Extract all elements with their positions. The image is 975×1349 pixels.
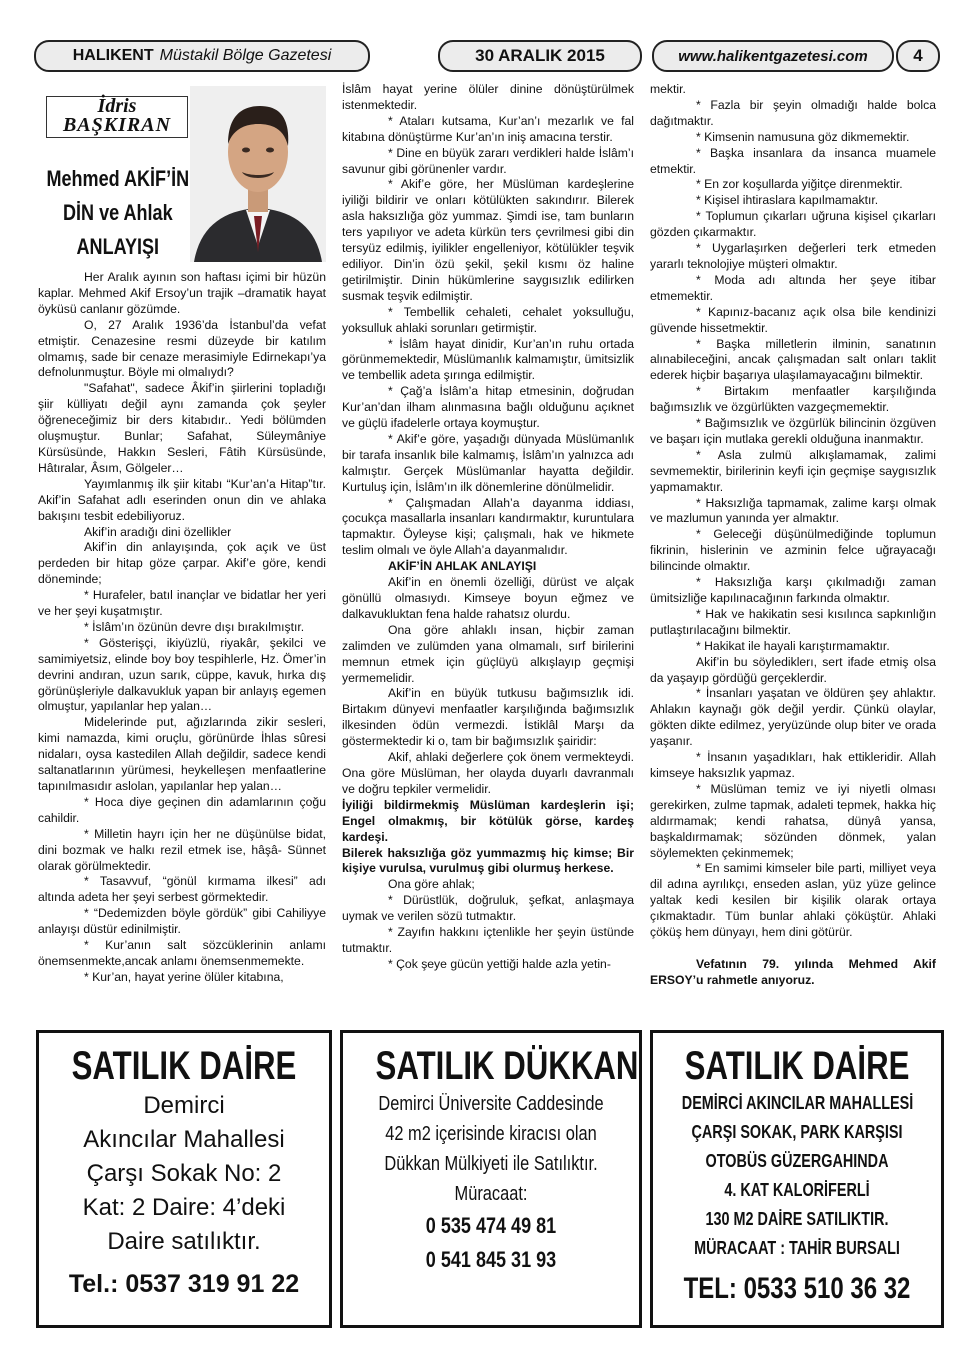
article-paragraph: * İslâm’ın özünün devre dışı bırakılmıştır. [84, 619, 305, 634]
ad-line: Daire satılıktır. [107, 1228, 261, 1255]
article-paragraph: Vefatının 79. yılında Mehmed Akif ERSOY’u rahmetle anıyoruz. [650, 956, 936, 987]
ad-line: ÇARŞI SOKAK, PARK KARŞISI [691, 1122, 903, 1142]
article-paragraph: Midelerinde put, ağızlarında zikir sesleri, kimi namazda, kimi oruçlu, görünürde İhlas sûresi nidaları, oysa kastedilen Allah değildir, sadece kendi saltanatlarının yürümesi, heykelleşen menfaatlerine tapınılmasıdır aslolan, yapılanlar hep yalan… [38, 715, 326, 793]
article-paragraph: mektir. [650, 82, 686, 96]
article-paragraph: * Akif’e göre, her Müslüman kardeşlerine iyiliği bildirir ve onları kötülükten sakındırır. Bilerek asla haksızlığa göz yummaz. Şimdi ise, tam bunların ters yapılıyor ve adeta kürkün ters çevrilmesi gibi din tersyüz edilmiş, iyilikler engelleniyor, kötülükler teşvik ediliyor. Din’in özü şekil, şekil kısmı öz haline getirilmiştir. Dinin hükümlerine saygısızlık edilirken susmak teşvik edilmiştir. [342, 177, 634, 303]
headline-line: Mehmed AKİF’İN [46, 166, 190, 191]
ad-phone: 0 535 474 49 81 [425, 1213, 557, 1238]
article-paragraph: * Moda adı altında her şeye itibar etmemektir. [650, 272, 936, 303]
article-column-1 [38, 82, 326, 986]
ad-title: SATILIK DÜKKAN [375, 1044, 639, 1088]
ad-shop-sale [340, 1030, 642, 1328]
article-paragraph: * Haksızlığa tapmamak, zalime karşı olmak ve mazlumun yanında yer almaktır. [650, 495, 936, 526]
ad-apartment-sale-1 [36, 1030, 332, 1328]
article-paragraph: * Haksızlığa karşı çıkılmadığı zaman ümitsizliğe kapılınacağının farkında olmaktır. [650, 575, 936, 605]
article-paragraph: * Hakikat ile hayali karıştırmamaktır. [696, 638, 890, 653]
article-paragraph: * Hoca diye geçinen din adamlarının çoğu cahildir. [38, 794, 326, 825]
article-paragraph: "Safahat", sadece Âkif’in şiirlerini topladığı şiir külliyatı değil aynı zamanda çok şeyler öğreneceğimiz bir ders kitabıdır.. Yedi bölümden oluşmuştur. Bunlar; Safahat, Süleymâniye Kürsüsünde, Hakkın Sesleri, Fâtih Kürsüsünde, Hâtıralar, Âsım, Gölgeler… [38, 381, 326, 475]
article-paragraph: * İslâm hayat dinidir, Kur’an’ın ruhu ortada görünmemektedir, Müslümanlık kalmamıştır, ümitsizlik ve tembellik adeta şırınga edilmiştir. [342, 336, 634, 383]
ad-line: Kat: 2 Daire: 4’deki [82, 1194, 286, 1221]
article-paragraph: Yayımlanmış ilk şiir kitabı “Kur’an’a Hitap”tır. Akif’in Safahat adlı eserinden onun din ve ahlaka bakışını tesbit edebiliyoruz. [38, 476, 326, 523]
article-paragraph: Bilerek haksızlığa göz yummazmış hiç kimse; Bir kişiye vurulsa, vurulmuş gibi olurmuş herkese. [342, 845, 634, 876]
article-paragraph: İslâm hayat yerine ölüler dinine dönüştürülmek istenmektedir. [342, 82, 634, 112]
author-first-name: İdris [97, 95, 137, 117]
article-paragraph: * Asla zulmü alkışlamamak, zalimi sevmemektir, birilerinin keyfi için geçmişe saygısızlık yapmamaktır. [650, 447, 936, 494]
article-paragraph: * Müslüman temiz ve iyi niyetli olması gerekirken, zulme tapmak, adaleti tepmek, hakka hiç aldırmamak; kendi rahatsa, dünyâ yansa, başkaldırmamak; sözünden dönmek, yalan söylemekten çekinmemek; [650, 781, 936, 860]
article-paragraph: * Kapınız-bacanız açık olsa bile kendinizi güvende hissetmektir. [650, 304, 936, 335]
paper-name-box [34, 40, 370, 72]
article-paragraph: Akif, ahlaki değerlere çok önem vermekteydi. Ona göre Müslüman, her olayda duyarlı davranmalı ve doğru tepkiler vermelidir. [342, 750, 634, 796]
article-paragraph: * Başka insanlara da insanca muamele etmektir. [650, 145, 936, 176]
article-paragraph: Akif’in aradığı dini özellikler [84, 524, 232, 539]
ad-line: 130 M2 DAİRE SATILIKTIR. [705, 1209, 889, 1229]
article-paragraph: İyiliği bildirmekmiş Müslüman kardeşlerin işi; Engel olmakmış, bir kötülük görse, kardeş kardeşi. [342, 797, 634, 844]
page-number: 4 [896, 40, 940, 72]
ad-line: Müracaat: [454, 1183, 528, 1205]
issue-date: 30 ARALIK 2015 [438, 40, 642, 72]
article-paragraph: Akif’in din anlayışında, çok açık ve üst perdeden bir hitap göze çarpar. Akif’e göre, kendi döneminde; [38, 540, 326, 587]
page-header [34, 40, 940, 70]
article-paragraph: * İnsanları yaşatan ve öldüren şey ahlaktır. Ahlakın kaynağı gök değil yerdir. Çünkü olaylar, gökten dikte edilmez, yeryüzünde olup biter ve orada yaşanır. [650, 686, 936, 749]
article-column-2 [342, 82, 634, 973]
article-paragraph: * Kur’anın salt sözcüklerinin anlamı önemsenmekte,ancak anlamı önemsenmemekte. [38, 938, 326, 968]
ad-line: Demirci [143, 1092, 225, 1119]
ad-phone: Tel.: 0537 319 91 22 [68, 1270, 300, 1298]
article-paragraph: * Kimsenin namusuna göz dikmemektir. [696, 129, 910, 144]
ad-line: MÜRACAAT : TAHİR BURSALI [694, 1238, 900, 1258]
article-paragraph: Akif’in en büyük tutkusu bağımsızlık idi. Birtakım dünyevi menfaatler karşılığında bağımsızlık ilkesinden ödün vermezdi. İstiklâl Marşı da göstermektedir ki o, tam bir bağımsızlık şairidir: [342, 686, 634, 749]
article-paragraph: * En samimi kimseler bile parti, milliyet veya dil adına ayrılıkçı, enseden aslan, yüz yüze gelince yaltak kedi kesilen bir kişilik olarak ortaya çıkmaktadır. Tüm bunlar ahlaki çöküştür. Ahlaki çöküş hem dünyayı, hem dini götürür. [650, 861, 936, 940]
article-paragraph: * Geleceği düşünülmediğinde toplumun fikrinin, hislerinin ve azminin felce uğrayacağı bilincinde olmaktır. [650, 527, 936, 574]
article-paragraph: AKİF’İN AHLAK ANLAYIŞI [388, 559, 537, 574]
article-paragraph: * Kur’an, hayat yerine ölüler kitabına, [84, 969, 284, 984]
article-paragraph: * Çok şeye gücün yettiği halde azla yetin- [388, 956, 611, 971]
ad-line: DEMİRCİ AKINCILAR MAHALLESİ [681, 1093, 914, 1113]
article-paragraph: * İnsanın yaşadıkları, hak ettikleridir. Allah kimseye haksızlık yapmaz. [650, 750, 936, 780]
article-paragraph: Akif’in en önemli özelliği, dürüst ve alçak gönüllü olmasıydı. Kimseye boyun eğmez ve dalkavukluktan fena halde rahatsız olurdu. [342, 575, 634, 621]
ad-line: Çarşı Sokak No: 2 [86, 1160, 282, 1187]
article-paragraph: * “Dedemizden böyle gördük” gibi Cahiliyye anlayışı düstür edinilmiştir. [38, 906, 326, 937]
article-paragraph: * Hurafeler, batıl inançlar ve bidatlar her yeri ve her şeyi kuşatmıştır. [38, 588, 326, 619]
article-paragraph: * Zayıfın hakkını içtenlikle her şeyin üstünde tutmaktır. [342, 925, 634, 955]
paper-name: HALIKENT [72, 47, 154, 64]
article-paragraph: * Hak ve hakikatin sesi kısılınca sapkınlığın putlaştırılacağını bilmektir. [650, 606, 936, 637]
article-paragraph: Ona göre ahlak; [388, 877, 475, 892]
article-paragraph: * Dine en büyük zararı verdikleri halde İslâm’ı savunur gibi görünenler vardır. [342, 145, 634, 176]
ad-line: Dükkan Mülkiyeti ile Satılıktır. [384, 1153, 598, 1175]
ad-line: Demirci Üniversite Caddesinde [378, 1093, 604, 1115]
article-column-3 [650, 82, 936, 989]
article-paragraph: * Milletin hayrı için her ne düşünülse bidat, dini bozmak ve halkı rezil etmek ise, hâşâ- Sünnet olarak görülmektedir. [38, 826, 326, 873]
article-paragraph: * Bağımsızlık ve özgürlük bilincinin özgüven ve başarı için mutlaka gerekli olduğuna inanmaktır. [650, 416, 936, 446]
article-paragraph: * Uygarlaşırken değerleri terk etmeden yararlı teknolojiye müşteri olmaktır. [650, 241, 936, 271]
ad-title: SATILIK DAİRE [684, 1044, 910, 1088]
website-link[interactable]: www.halikentgazetesi.com [652, 40, 894, 72]
ad-phone: 0 541 845 31 93 [425, 1247, 557, 1272]
article-paragraph: Her Aralık ayının son haftası içimi bir hüzün kaplar. Mehmed Akif Ersoy’un trajik –dramatik hayat öyküsü canlanır gözümde. [38, 270, 326, 316]
paper-subtitle: Müstakil Bölge Gazetesi [159, 47, 332, 64]
article-paragraph: * Birtakım menfaatler karşılığında bağımsızlık ve özgürlükten vazgeçmemektir. [650, 384, 936, 415]
ad-line: Akıncılar Mahallesi [83, 1126, 285, 1153]
article-paragraph: Ona göre ahlaklı insan, hiçbir zaman zalimden ve zulümden yana olmamalı, sırf birilerini memnun etmek için güçlüyü alkışlayıp geçmişi yermemelidir. [342, 622, 634, 685]
article-paragraph: * Akif’e göre, yaşadığı dünyada Müslümanlık bir tarafa insanlık bile kalmamış, İslâm’ın yalnızca adı kalmıştır. Gerçek Müslümanlar hayatta değildir. Kurtuluş için, İslâm’ın ilk dönemlerine dönülmelidir. [342, 431, 634, 494]
article-paragraph: * Tembellik cehaleti, cehalet yoksulluğu, yoksulluk ahlaki sorunları getirmiştir. [342, 304, 634, 335]
article-paragraph: * Tasavvuf, “gönül kırmama ilkesi” adı altında adeta her şeyi serbest görmektedir. [38, 874, 326, 905]
ad-line: OTOBÜS GÜZERGAHINDA [705, 1151, 889, 1171]
ad-apartment-sale-2 [650, 1030, 944, 1328]
article-paragraph: * Toplumun çıkarları uğruna kişisel çıkarları gözden çıkarmaktır. [650, 209, 936, 240]
article-paragraph: * Ataları kutsama, Kur’an’ı mezarlık ve fal kitabına dönüştürme Kur’an’ın iniş amacına terstir. [342, 113, 634, 144]
article-paragraph: * Dürüstlük, doğruluk, şefkat, anlaşmaya uymak ve verilen sözü tutmaktır. [342, 893, 634, 924]
article-paragraph: O, 27 Aralık 1936’da İstanbul’da vefat etmiştir. Cenazesine resmi düzeyde bir katılım olmamış, sade bir cenaze merasimiyle Edirnekapı’ya defnolunmuştur. Böyle mi olmalıydı? [38, 317, 326, 380]
ad-phone: TEL: 0533 510 36 32 [683, 1272, 911, 1305]
article-paragraph: Akif’in bu söylediklerı, sert ifade etmiş olsa da yaşayıp gördüğü gerçeklerdir. [650, 654, 936, 685]
ad-line: 42 m2 içerisinde kiracısı olan [385, 1123, 597, 1145]
article-paragraph: * Kişisel ihtiraslara kapılmamaktır. [696, 193, 879, 208]
article-paragraph: * En zor koşullarda yiğitçe direnmektir. [696, 177, 903, 192]
ad-title: SATILIK DAİRE [71, 1044, 297, 1088]
author-last-name: BAŞKIRAN [62, 114, 172, 136]
article-paragraph: * Gösterişçi, ikiyüzlü, riyakâr, şekilci ve samimiyetsiz, elinde boy boy tespihlerle, Hz. Ömer’in devrini andıran, uzun sarık, cüppe, kavuk, hırka dış görünüşleriyle dalkavukluk yapan bir anlayış egemen olmuştur, yapılanlar hep yalan… [38, 635, 326, 714]
headline-line: DİN ve Ahlak [62, 200, 173, 225]
article-paragraph: * Fazla bir şeyin olmadığı halde bolca dağıtmaktır. [650, 97, 936, 128]
ad-line: 4. KAT KALORİFERLİ [724, 1180, 870, 1200]
article-paragraph: * Çağ’a İslâm’a hitap etmesinin, doğrudan Kur’an’dan ilham alınmasına bağlı olduğunu açıknet ve güçlü ifadelerle ortaya koymuştur. [342, 384, 634, 431]
article-paragraph: * Çalışmadan Allah’a dayanma iddiası, çocukça masallarla insanları kandırmaktır, kuruntulara tapmaktır. Öyleyse kişi; çalışmalı, hak ve hikmete teslim olmalı ve öyle Allah’a dayanmalıdır. [342, 495, 634, 558]
article-paragraph: * Başka milletlerin ilminin, sanatının alınabileceğini, ancak çalışmadan salt onları taklit ederek hiçbir başarıya ulaşılamayacağını bilmektir. [650, 336, 936, 383]
headline-line: ANLAYIŞI [76, 234, 160, 259]
